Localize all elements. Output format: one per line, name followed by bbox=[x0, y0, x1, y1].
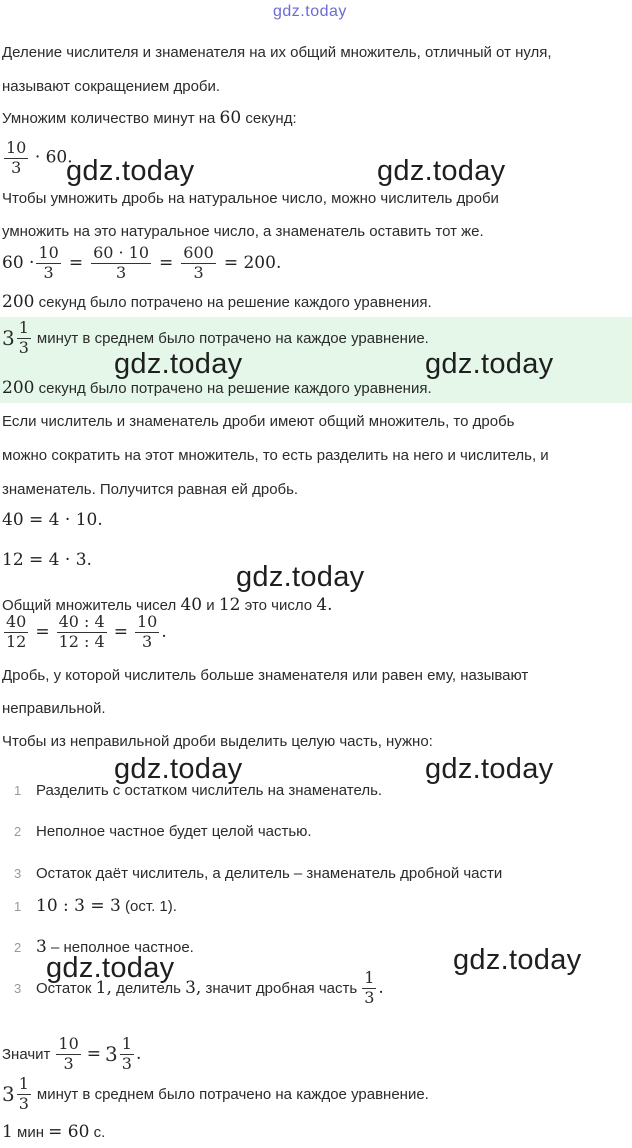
paragraph-6: Общий множитель чисел 40 и 12 это число 4. bbox=[2, 595, 333, 615]
paragraph-8: Чтобы из неправильной дроби выделить целую часть, нужно: bbox=[2, 733, 433, 750]
watermark: gdz.today bbox=[46, 952, 175, 984]
conclusion-line: Значит $\frac{10}{3}$ = 3 $\frac{1}{3}$ . bbox=[2, 1034, 142, 1073]
paragraph-5: Если числитель и знаменатель дроби имеют общий множитель, то дробь bbox=[2, 413, 515, 430]
paragraph-5b: можно сократить на этот множитель, то есть разделить на него и числитель, и bbox=[2, 447, 549, 464]
watermark: gdz.today bbox=[114, 753, 243, 785]
paragraph-7: Дробь, у которой числитель больше знаменателя или равен ему, называют bbox=[2, 667, 529, 684]
paragraph-7b: неправильной. bbox=[2, 700, 106, 717]
equation-4: 12 = 4 · 3. bbox=[2, 550, 92, 570]
paragraph-3b: умножить на это натуральное число, а знаменатель оставить тот же. bbox=[2, 223, 484, 240]
watermark: gdz.today bbox=[377, 155, 506, 187]
final-line: 1 мин = 60 с. bbox=[2, 1122, 106, 1142]
list-item: 1 Разделить с остатком числитель на знаменатель. bbox=[14, 782, 383, 799]
highlight-line-1: 3 $\frac{1}{3}$ минут в среднем было потрачено на каждое уравнение. bbox=[2, 318, 429, 357]
equation-5: $\frac{40}{12}$ = $\frac{40 : 4}{12 : 4}$ = $\frac{10}{3}$ . bbox=[6, 612, 167, 651]
watermark: gdz.today bbox=[425, 348, 554, 380]
paragraph-2: Умножим количество минут на 60 секунд: bbox=[2, 108, 297, 128]
list-item: 3 Остаток 1, делитель 3, значит дробная часть $\frac{1}{3}$ . bbox=[14, 968, 384, 1007]
watermark: gdz.today bbox=[114, 348, 243, 380]
list-item: 2 Неполное частное будет целой частью. bbox=[14, 823, 312, 840]
list-item: 3 Остаток даёт числитель, а делитель – знаменатель дробной части bbox=[14, 865, 503, 882]
paragraph-1b: называют сокращением дроби. bbox=[2, 78, 221, 95]
watermark: gdz.today bbox=[453, 944, 582, 976]
paragraph-5c: знаменатель. Получится равная ей дробь. bbox=[2, 481, 299, 498]
watermark: gdz.today bbox=[236, 561, 365, 593]
paragraph-1: Деление числителя и знаменателя на их общий множитель, отличный от нуля, bbox=[2, 44, 552, 61]
paragraph-3: Чтобы умножить дробь на натуральное число, можно числитель дроби bbox=[2, 190, 499, 207]
watermark: gdz.today bbox=[66, 155, 195, 187]
paragraph-4: 200 секунд было потрачено на решение каждого уравнения. bbox=[2, 292, 432, 312]
answer-line: 3 $\frac{1}{3}$ минут в среднем было потрачено на каждое уравнение. bbox=[2, 1074, 429, 1113]
equation-1: $\frac{10}{3}$ · 60. bbox=[6, 138, 73, 177]
equation-3: 40 = 4 · 10. bbox=[2, 510, 103, 530]
fraction: $\frac{10}{3}$ bbox=[6, 138, 27, 177]
brand-logo: gdz.today bbox=[273, 3, 347, 20]
highlight-line-2: 200 секунд было потрачено на решение каждого уравнения. bbox=[2, 378, 432, 398]
equation-2: 60 · $\frac{10}{3}$ = $\frac{60 \cdot 10}{3}$ = $\frac{600}{3}$ = 200. bbox=[2, 243, 282, 282]
list-item: 2 3 – неполное частное. bbox=[14, 937, 194, 957]
watermark: gdz.today bbox=[425, 753, 554, 785]
list-item: 1 10 : 3 = 3 (ост. 1). bbox=[14, 896, 177, 916]
